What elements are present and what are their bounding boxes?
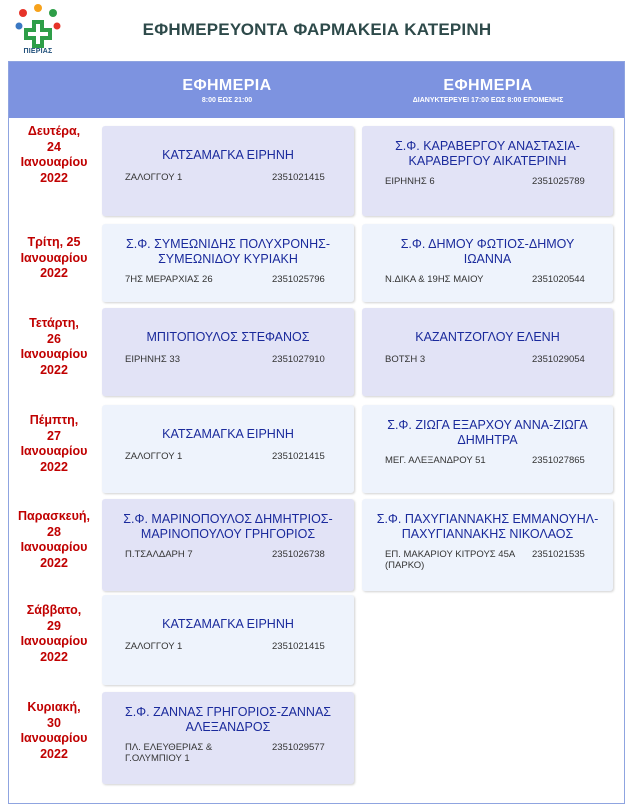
day-duty-pharmacy-card	[102, 126, 354, 216]
page-title: ΕΦΗΜΕΡΕΥΟΝΤΑ ΦΑΡΜΑΚΕΙΑ ΚΑΤΕΡΙΝΗ	[142, 20, 492, 39]
day-duty-pharmacy-card	[102, 499, 354, 591]
pharmacy-phone: 2351020544	[532, 274, 585, 285]
pharmacy-name: ΜΑΡΙΝΟΠΟΥΛΟΥ ΓΡΗΓΟΡΙΟΣ	[140, 527, 316, 541]
column-hours: ΔΙΑΝΥΚΤΕΡΕΥΕΙ 17:00 ΕΩΣ 8:00 ΕΠΟΜΕΝΗΣ	[412, 97, 564, 104]
pharmacy-name: Σ.Φ. ΚΑΡΑΒΕΡΓΟΥ ΑΝΑΣΤΑΣΙΑ-	[395, 139, 580, 153]
day-label-line: 30	[47, 715, 61, 730]
pharmacy-address: ΕΠ. ΜΑΚΑΡΙΟΥ ΚΙΤΡΟΥΣ 45Α	[385, 549, 516, 560]
day-label-line: Ιανουαρίου	[20, 444, 88, 458]
night-duty-pharmacy-card	[362, 224, 613, 302]
day-label-line: Ιανουαρίου	[20, 250, 88, 265]
day-label-line: 29	[47, 618, 61, 633]
day-label-line: 2022	[40, 649, 68, 664]
day-label-line: 2022	[40, 555, 68, 570]
pharmacy-address: ΕΙΡΗΝΗΣ 6	[385, 176, 435, 187]
pharmacy-phone: 2351029577	[272, 742, 325, 753]
day-label-line: Ιανουαρίου	[20, 347, 88, 361]
pharmacy-phone: 2351021415	[272, 172, 325, 183]
pharmacy-address: ΠΛ. ΕΛΕΥΘΕΡΙΑΣ &	[125, 742, 213, 753]
pharmacy-address: Ν.ΔΙΚΑ & 19ΗΣ ΜΑΙΟΥ	[385, 274, 484, 285]
day-label-line: Παρασκευή,	[18, 509, 90, 523]
pharmacy-address: ΖΑΛΟΓΓΟΥ 1	[125, 641, 183, 652]
pharmacy-address: Π.ΤΣΑΛΔΑΡΗ 7	[125, 549, 193, 560]
day-label-line: 28	[47, 524, 61, 539]
pharmacy-phone: 2351025796	[272, 274, 325, 285]
pharmacy-name: Σ.Φ. ΠΑΧΥΓΙΑΝΝΑΚΗΣ ΕΜΜΑΝΟΥΗΛ-	[376, 512, 599, 526]
pharmacy-name: Σ.Φ. ΖΑΝΝΑΣ ΓΡΗΓΟΡΙΟΣ-ΖΑΝΝΑΣ	[124, 705, 332, 719]
pharmacy-name: ΑΛΕΞΑΝΔΡΟΣ	[185, 720, 271, 734]
pharmacy-name: Σ.Φ. ΖΙΩΓΑ ΕΞΑΡΧΟΥ ΑΝΝΑ-ΖΙΩΓΑ	[387, 418, 588, 432]
pharmacy-address: ΕΙΡΗΝΗΣ 33	[125, 354, 180, 365]
pharmacy-name: Σ.Φ. ΔΗΜΟΥ ΦΩΤΙΟΣ-ΔΗΜΟΥ	[400, 237, 575, 251]
pharmacy-phone: 2351025789	[532, 176, 585, 187]
pharmacy-name: ΔΗΜΗΤΡΑ	[457, 433, 518, 447]
day-label	[9, 235, 99, 282]
day-label	[9, 603, 99, 665]
pharmacy-address: ΖΑΛΟΓΓΟΥ 1	[125, 451, 183, 462]
pharmacy-name: ΣΥΜΕΩΝΙΔΟΥ ΚΥΡΙΑΚΗ	[158, 252, 298, 266]
pharmacy-address: (ΠΑΡΚΟ)	[385, 560, 425, 571]
roster-table	[8, 61, 625, 804]
day-label-line: 2022	[40, 746, 68, 761]
pharmacy-name: ΠΑΧΥΓΙΑΝΝΑΚΗΣ ΝΙΚΟΛΑΟΣ	[401, 527, 574, 541]
column-hours: 8:00 ΕΩΣ 21:00	[201, 97, 253, 104]
day-label-line: Πέμπτη,	[29, 413, 79, 427]
pharmacy-phone: 2351026738	[272, 549, 325, 560]
pharmacy-address: ΖΑΛΟΓΓΟΥ 1	[125, 172, 183, 183]
day-label	[9, 700, 99, 762]
pharmacy-name: ΚΑΡΑΒΕΡΓΟΥ ΑΙΚΑΤΕΡΙΝΗ	[408, 154, 567, 168]
day-label-line: 2022	[40, 266, 68, 280]
pharmacy-address: Γ.ΟΛΥΜΠΙΟΥ 1	[125, 753, 190, 764]
day-label-line: Ιανουαρίου	[20, 731, 88, 745]
night-duty-pharmacy-card	[362, 308, 613, 396]
day-label-line: Κυριακή,	[27, 700, 81, 714]
pharmacy-name: ΙΩΑΝΝΑ	[463, 252, 512, 266]
pharmacy-name: ΚΑΖΑΝΤΖΟΓΛΟΥ ΕΛΕΝΗ	[415, 330, 560, 344]
pharmacy-phone: 2351027865	[532, 455, 585, 466]
pharmacy-name: Σ.Φ. ΣΥΜΕΩΝΙΔΗΣ ΠΟΛΥΧΡΟΝΗΣ-	[126, 237, 330, 251]
day-label-line: 24	[47, 139, 61, 154]
day-label-line: 2022	[40, 170, 68, 185]
day-duty-pharmacy-card	[102, 405, 354, 493]
day-label	[9, 413, 99, 475]
pharmacy-phone: 2351027910	[272, 354, 325, 365]
pharmacy-name: ΚΑΤΣΑΜΑΓΚΑ ΕΙΡΗΝΗ	[162, 617, 294, 631]
day-label	[9, 316, 99, 378]
pharmacy-name: ΚΑΤΣΑΜΑΓΚΑ ΕΙΡΗΝΗ	[162, 148, 294, 162]
night-duty-pharmacy-card	[362, 126, 613, 216]
day-duty-pharmacy-card	[102, 308, 354, 396]
day-label-line: Ιανουαρίου	[20, 155, 88, 169]
pharmacy-name: ΚΑΤΣΑΜΑΓΚΑ ΕΙΡΗΝΗ	[162, 427, 294, 441]
day-label-line: 2022	[40, 459, 68, 474]
pharmacy-address: 7ΗΣ ΜΕΡΑΡΧΙΑΣ 26	[125, 274, 213, 285]
pharmacy-phone: 2351021415	[272, 641, 325, 652]
header-band	[9, 62, 624, 118]
day-label-line: 26	[47, 331, 61, 346]
day-label-line: 27	[47, 428, 61, 443]
column-header-night-duty	[361, 77, 615, 104]
day-label-line: Δευτέρα,	[27, 124, 81, 138]
night-duty-pharmacy-card	[362, 499, 613, 591]
logo-caption: ΠΙΕΡΙΑΣ	[23, 48, 53, 55]
day-duty-pharmacy-card	[102, 692, 354, 784]
day-duty-pharmacy-card	[102, 595, 354, 685]
day-label-line: Τετάρτη,	[29, 316, 79, 330]
pharmacy-phone: 2351021415	[272, 451, 325, 462]
column-heading: ΕΦΗΜΕΡΙΑ	[182, 77, 272, 94]
day-label-line: 2022	[40, 362, 68, 377]
pharmacy-name: Σ.Φ. ΜΑΡΙΝΟΠΟΥΛΟΣ ΔΗΜΗΤΡΙΟΣ-	[123, 512, 333, 526]
pharmacy-name: ΜΠΙΤΟΠΟΥΛΟΣ ΣΤΕΦΑΝΟΣ	[146, 330, 310, 344]
day-label-line: Τρίτη, 25	[27, 235, 81, 249]
day-label-line: Σάββατο,	[26, 603, 82, 617]
pharmacy-phone: 2351021535	[532, 549, 585, 560]
pharmacy-address: ΜΕΓ. ΑΛΕΞΑΝΔΡΟΥ 51	[385, 455, 486, 466]
day-label	[9, 509, 99, 571]
day-label	[9, 124, 99, 186]
column-heading: ΕΦΗΜΕΡΙΑ	[443, 77, 533, 94]
column-header-day-duty	[102, 77, 352, 104]
day-label-line: Ιανουαρίου	[20, 540, 88, 554]
night-duty-pharmacy-card	[362, 405, 613, 493]
pharmacy-address: ΒΟΤΣΗ 3	[385, 354, 426, 365]
day-duty-pharmacy-card	[102, 224, 354, 302]
day-label-line: Ιανουαρίου	[20, 634, 88, 648]
pharmacy-phone: 2351029054	[532, 354, 585, 365]
